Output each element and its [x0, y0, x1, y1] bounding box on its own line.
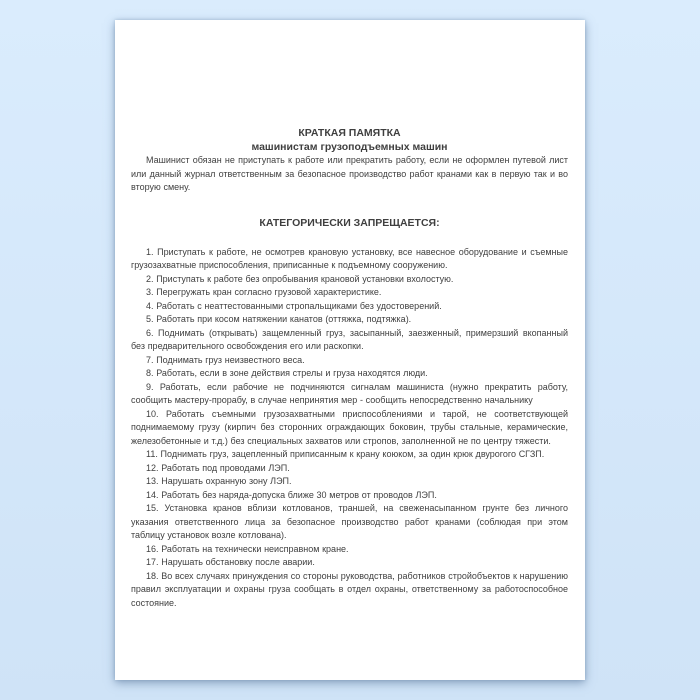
list-item-13: 13. Нарушать охранную зону ЛЭП. — [146, 476, 292, 486]
document-page — [115, 20, 585, 680]
list-item-5: 5. Работать при косом натяжении канатов (оттяжка, подтяжка). — [146, 314, 412, 324]
list-item-3: 3. Перегружать кран согласно грузовой характеристике. — [146, 287, 382, 297]
list-item-10: 10. Работать съемными грузозахватными приспособлениями и тарой, не соответствующей поднимаемому грузу (кирпич без сторонних ограждающих боковин, трубы стальные, керамические, железобетонные и т.д.) без специальных захватов или стропов, заполненной не по центру тяжести. — [131, 408, 568, 446]
list-item-12: 12. Работать под проводами ЛЭП. — [146, 462, 290, 473]
list-item-6: 6. Поднимать (открывать) защемленный груз, засыпанный, заезженный, примерзший вкопанный без предварительного освобождения его или раскопки. — [131, 327, 568, 351]
document-title: КРАТКАЯ ПАМЯТКА — [298, 127, 401, 139]
list-item-7: 7. Поднимать груз неизвестного веса. — [146, 354, 305, 365]
list-item-11: 11. Поднимать груз, зацепленный приписанным к крану коюком, за один крюк двурогого СГЗП. — [146, 449, 545, 459]
list-item-16: 16. Работать на технически неисправном кране. — [146, 543, 349, 554]
section-heading: КАТЕГОРИЧЕСКИ ЗАПРЕЩАЕТСЯ: — [259, 216, 440, 229]
list-item-9: 9. Работать, если рабочие не подчиняются сигналам машиниста (нужно прекратить работу, сообщить мастеру-прорабу, в случае непринятия мер - сообщить непосредственно начальнику — [131, 381, 568, 405]
list-item-17: 17. Нарушать обстановку после аварии. — [146, 557, 315, 567]
list-item-2: 2. Приступать к работе без опробывания крановой установки вхолостую. — [146, 273, 454, 284]
list-item-18: 18. Во всех случаях принуждения со стороны руководства, работников стройобъектов к нарушению правил эксплуатации и охраны груза сообщать в отдел охраны, ответственному за работоспособное состояние. — [131, 570, 568, 608]
list-item-14: 14. Работать без наряда-допуска ближе 30 метров от проводов ЛЭП. — [146, 489, 437, 500]
document-subtitle: машинистам грузоподъемных машин — [251, 141, 448, 153]
prohibited-actions-list — [131, 246, 568, 611]
list-item-8: 8. Работать, если в зоне действия стрелы и груза находятся люди. — [146, 368, 428, 378]
list-item-15: 15. Установка кранов вблизи котлованов, траншей, на свеженасыпанном грунте без личного указания ответственного лица за безопасное производство работ кранами (соблюдая при этом таблицу установок возле котлована). — [131, 503, 568, 540]
intro-paragraph: Машинист обязан не приступать к работе или прекратить работу, если не оформлен путевой лист или данный журнал ответственным за безопасное производство работ кранами как в первую так и во вторую смену. — [131, 155, 568, 192]
list-item-4: 4. Работать с неаттестованными стропальщиками без удостоверений. — [146, 300, 442, 311]
list-item-1: 1. Приступать к работе, не осмотрев крановую установку, все навесное оборудование и съемные грузозахватные приспособления, приписанные к подъемному сооружению. — [131, 246, 568, 270]
